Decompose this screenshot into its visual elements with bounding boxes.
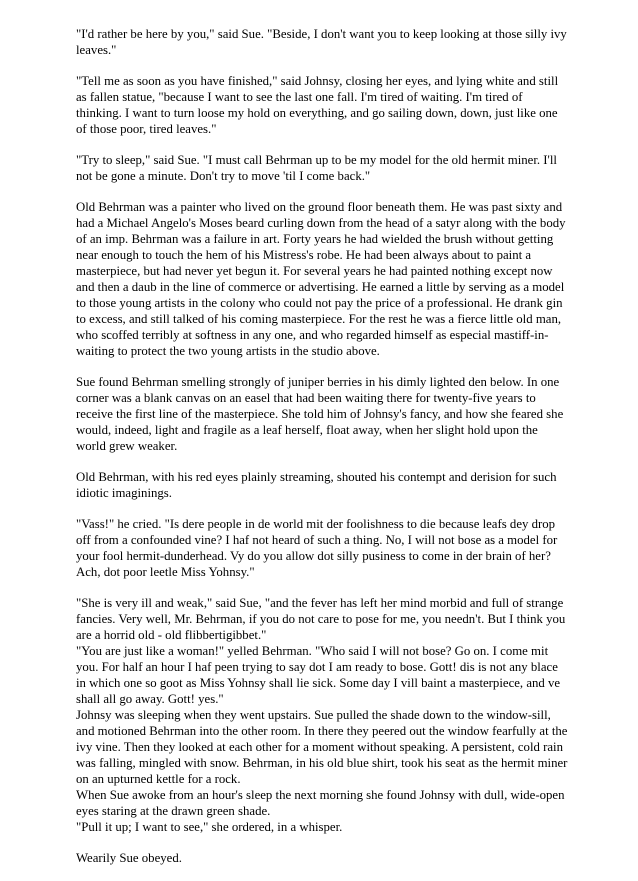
paragraph-2: "Tell me as soon as you have finished," said Johnsy, closing her eyes, and lying white and still as fallen statue, "because I want to see the last one fall. I'm tired of waiting. I'm tired of thinking. I want to turn loose my hold on everything, and go sailing down, down, just like one of those poor, tired leaves." (76, 74, 559, 136)
paragraph-9: "You are just like a woman!" yelled Behrman. "Who said I will not bose? Go on. I come mit you. For half an hour I haf peen trying to say dot I am ready to bose. Gott! dis is not any blace in which one so goot as Miss Yohnsy shall lie sick. Some day I vill baint a masterpiece, and ve shall all go away. Gott! yes." (76, 644, 561, 706)
paragraph-13: Wearily Sue obeyed. (76, 851, 182, 865)
paragraph-11: When Sue awoke from an hour's sleep the next morning she found Johnsy with dull, wide-open eyes staring at the drawn green shade. (76, 788, 565, 818)
paragraph-6: Old Behrman, with his red eyes plainly streaming, shouted his contempt and derision for such idiotic imaginings. (76, 470, 557, 500)
document-page (76, 26, 568, 881)
paragraph-10: Johnsy was sleeping when they went upstairs. Sue pulled the shade down to the window-sill, and motioned Behrman into the other room. In there they peered out the window fearfully at the ivy vine. Then they looked at each other for a moment without speaking. A persistent, cold rain was falling, mingled with snow. Behrman, in his old blue shirt, took his seat as the hermit miner on an upturned kettle for a rock. (76, 708, 568, 786)
paragraph-1: "I'd rather be here by you," said Sue. "Beside, I don't want you to keep looking at those silly ivy leaves." (76, 27, 567, 57)
paragraph-8: "She is very ill and weak," said Sue, "and the fever has left her mind morbid and full of strange fancies. Very well, Mr. Behrman, if you do not care to pose for me, you needn't. But I think you are a horrid old - old flibbertigibbet." (76, 596, 566, 642)
paragraph-5: Sue found Behrman smelling strongly of juniper berries in his dimly lighted den below. In one corner was a blank canvas on an easel that had been waiting there for twenty-five years to receive the first line of the masterpiece. She told him of Johnsy's fancy, and how she feared she would, indeed, light and fragile as a leaf herself, float away, when her slight hold upon the world grew weaker. (76, 375, 564, 453)
paragraph-12: "Pull it up; I want to see," she ordered, in a whisper. (76, 820, 343, 834)
paragraph-4: Old Behrman was a painter who lived on the ground floor beneath them. He was past sixty and had a Michael Angelo's Moses beard curling down from the head of a satyr along with the body of an imp. Behrman was a failure in art. Forty years he had wielded the brush without getting near enough to touch the hem of his Mistress's robe. He had been always about to paint a masterpiece, but had never yet begun it. For several years he had painted nothing except now and then a daub in the line of commerce or advertising. He earned a little by serving as a model to those young artists in the colony who could not pay the price of a professional. He drank gin to excess, and still talked of his coming masterpiece. For the rest he was a fierce little old man, who scoffed terribly at softness in any one, and who regarded himself as especial mastiff-in-waiting to protect the two young artists in the studio above. (76, 200, 566, 358)
paragraph-7: "Vass!" he cried. "Is dere people in de world mit der foolishness to die because leafs dey drop off from a confounded vine? I haf not heard of such a thing. No, I will not bose as a model for your fool hermit-dunderhead. Vy do you allow dot silly pusiness to come in der brain of her? Ach, dot poor leetle Miss Yohnsy." (76, 517, 558, 579)
paragraph-3: "Try to sleep," said Sue. "I must call Behrman up to be my model for the old hermit miner. I'll not be gone a minute. Don't try to move 'til I come back." (76, 153, 557, 183)
